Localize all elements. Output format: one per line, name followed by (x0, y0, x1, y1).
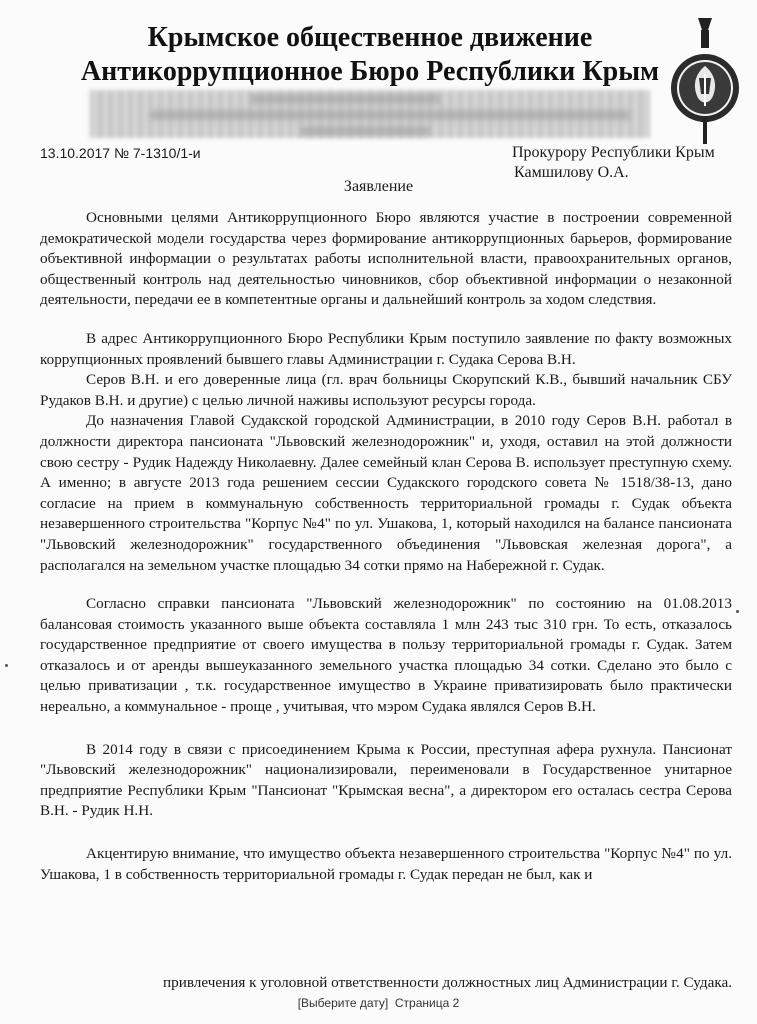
body-paragraph: В адрес Антикоррупционного Бюро Республики Крым поступило заявление по факту возможных коррупционных проявлений бывшего главы Администрации г. Судака Серова В.Н. (40, 329, 732, 368)
body-paragraph: В 2014 году в связи с присоединением Крыма к России, преступная афера рухнула. Пансионат "Львовский железнодорожник" национализировали, переименовали в Государственное унитарное предприятие Республики Крым "Пансионат "Крымская весна", а директором его осталась сестра Серова В.Н. - Рудик Н.Н. (40, 740, 732, 820)
document-body (40, 208, 732, 885)
scan-speck (736, 610, 739, 613)
footer-date-placeholder: [Выберите дату] (297, 996, 389, 1010)
footer-text-line: привлечения к уголовной ответственности должностных лиц Администрации г. Судака. (162, 974, 732, 991)
outgoing-reference: 13.10.2017 № 7-1310/1-и (40, 145, 201, 161)
organization-title-line-1: Крымское общественное движение (147, 22, 593, 53)
footer-page-number: Страница 2 (394, 996, 460, 1010)
document-title: Заявление (343, 178, 414, 195)
page-footer (0, 996, 757, 1010)
recipient-line-2: Камшилову О.А. (514, 164, 629, 181)
body-paragraph: Акцентирую внимание, что имущество объекта незавершенного строительства "Корпус №4" по ул. Ушакова, 1 в собственность территориальной громады г. Судак передан не был, как и (40, 845, 732, 883)
recipient-block (512, 143, 715, 183)
body-paragraph: До назначения Главой Судакской городской Администрации, в 2010 году Серов В.Н. работал в должности директора пансионата "Львовский железнодорожник" и, уходя, оставил на этой должности свою сестру - Рудик Надежду Николаевну. Далее семейный клан Серова В. использует преступную схему. А именно; в августе 2013 года решением сессии Судакского городского совета № 1518/38-13, дано согласие на прием в коммунальную собственность территориальной громады г. Судак объекта незавершенного строительства "Корпус №4" по ул. Ушакова, 1, который находился на балансе пансионата "Львовский железнодорожник" государственного объединения "Львовская железная дорога", а располагался на земельном участке площадью 34 сотки прямо на Набережной г. Судак. (40, 412, 732, 574)
redacted-contact-line (150, 110, 630, 120)
dagger-emblem-icon (668, 16, 742, 146)
body-paragraph: Основными целями Антикоррупционного Бюро являются участие в построении современной демократической модели государства через формирование антикоррупционных барьеров, формирование объективной информации о результатах работы исполнительной власти, правоохранительных органов, общественный контроль над деятельностью чиновников, сбор объективной информации о незаконной деятельности, передачи ее в компетентные органы и дальнейший контроль за ходом следствия. (40, 209, 732, 309)
body-paragraph: Серов В.Н. и его доверенные лица (гл. врач больницы Скорупский К.В., бывший начальник СБУ Рудаков В.Н. и другие) с целью личной наживы используют ресурсы города. (40, 371, 732, 409)
redacted-contact-line (300, 126, 430, 136)
organization-title-line-2: Антикоррупционное Бюро Республики Крым (80, 56, 660, 87)
recipient-line-1: Прокурору Республики Крым (512, 144, 715, 161)
scan-speck (5, 664, 8, 667)
body-paragraph: Согласно справки пансионата "Львовский железнодорожник" по состоянию на 01.08.2013 балансовая стоимость указанного выше объекта составляла 1 млн 243 тыс 310 грн. То есть, отказалось государственное предприятие от своего имущества в пользу территориальной громады г. Судак. Затем отказалось и от аренды вышеуказанного земельного участка площадью 34 сотки. Сделано это было с целью приватизации , т.к. государственное имущество в Украине приватизировать было практически нереально, а коммунальное - проще , учитывая, что мэром Судака являлся Серов В.Н. (40, 595, 732, 716)
redacted-contact-line (250, 94, 440, 104)
